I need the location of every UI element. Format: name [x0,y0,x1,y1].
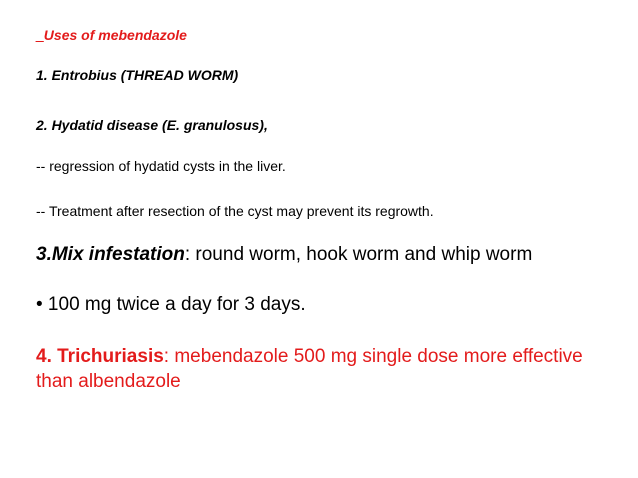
item-2: 2. Hydatid disease (E. granulosus), [36,117,268,133]
note-2: -- Treatment after resection of the cyst may prevent its regrowth. [36,203,434,219]
bullet-icon: • [36,294,43,315]
dosage-bullet [36,294,306,316]
item-4-text: : mebendazole 500 mg single dose more effective [163,346,583,367]
item-3-label: 3.Mix infestation [36,244,185,265]
item-4 [36,346,583,368]
title-marker: _ [36,27,44,43]
item-3-text: : round worm, hook worm and whip worm [184,244,533,265]
note-1: -- regression of hydatid cysts in the liver. [36,158,286,174]
bullet-text: 100 mg twice a day for 3 days. [42,294,306,315]
slide-title [36,27,187,43]
item-3 [36,244,532,266]
title-text: Uses of mebendazole [43,27,187,43]
item-1: 1. Entrobius (THREAD WORM) [36,67,239,83]
item-4-continuation: than albendazole [36,371,181,392]
item-4-label: 4. Trichuriasis [36,346,164,367]
